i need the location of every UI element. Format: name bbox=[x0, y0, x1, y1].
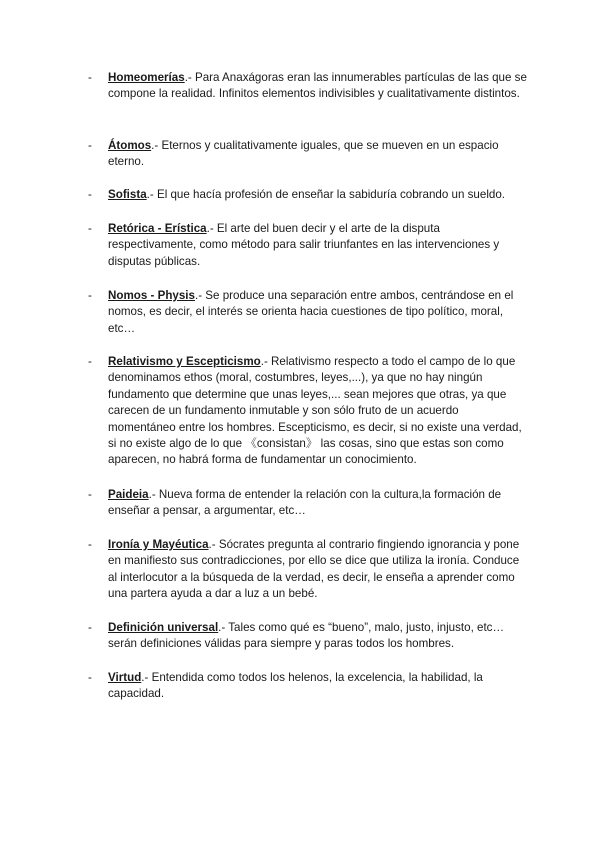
term: Definición universal bbox=[108, 621, 219, 634]
bullet-dash: - bbox=[88, 289, 92, 302]
bullet-dash: - bbox=[88, 188, 92, 201]
bullet-dash: - bbox=[88, 222, 92, 235]
term: Retórica - Erística bbox=[108, 222, 207, 235]
bullet-dash: - bbox=[88, 621, 92, 634]
entry-body bbox=[108, 221, 528, 270]
bullet-dash: - bbox=[88, 139, 92, 152]
term: Relativismo y Escepticismo bbox=[108, 355, 261, 368]
definition: .- Para Anaxágoras eran las innumerables partículas de las que se compone la realidad. Infinitos elementos indivisibles y cualitativamente distintos. bbox=[108, 71, 527, 101]
entry-body bbox=[108, 70, 528, 103]
bullet-dash: - bbox=[88, 671, 92, 684]
term: Homeomerías bbox=[108, 71, 185, 84]
bullet-dash: - bbox=[88, 355, 92, 368]
entry-body bbox=[108, 620, 528, 653]
entry-body bbox=[108, 487, 528, 520]
term: Paideia bbox=[108, 488, 149, 501]
definition: .- Nueva forma de entender la relación con la cultura,la formación de enseñar a pensar, a argumentar, etc… bbox=[108, 488, 502, 518]
term: Virtud bbox=[108, 671, 142, 684]
definition: .- El arte del buen decir y el arte de la disputa respectivamente, como método para salir triunfantes en las intervenciones y disputas públicas. bbox=[108, 222, 500, 268]
entry-body bbox=[108, 187, 528, 203]
bullet-dash: - bbox=[88, 488, 92, 501]
entry-body bbox=[108, 670, 528, 703]
bullet-dash: - bbox=[88, 71, 92, 84]
term: Átomos bbox=[108, 139, 152, 152]
term: Sofista bbox=[108, 188, 147, 201]
definition: .- Relativismo respecto a todo el campo de lo que denominamos ethos (moral, costumbres, leyes,...), ya que no hay ningún fundamento que determine que unas leyes,... sean mejores que otras, ya que carecen de un fundamento inmutable y son sólo fruto de un acuerdo momentáneo entre los hombres. Escepticismo, es decir, si no existe una verdad, si no existe algo de lo que 《consistan》 las cosas, sino que estas son como aparecen, no habrá forma de fundamentar un conocimiento. bbox=[108, 355, 522, 467]
entry-body bbox=[108, 537, 528, 603]
term: Ironía y Mayéutica bbox=[108, 538, 209, 551]
definition: .- Eternos y cualitativamente iguales, que se mueven en un espacio eterno. bbox=[108, 139, 499, 169]
definition: .- Se produce una separación entre ambos, centrándose en el nomos, es decir, el interés se orienta hacia cuestiones de tipo político, moral, etc… bbox=[108, 289, 514, 335]
definition: .- El que hacía profesión de enseñar la sabiduría cobrando un sueldo. bbox=[146, 188, 506, 201]
definition: .- Entendida como todos los helenos, la excelencia, la habilidad, la capacidad. bbox=[108, 671, 483, 701]
entry-body bbox=[108, 354, 528, 469]
bullet-dash: - bbox=[88, 538, 92, 551]
entry-body bbox=[108, 288, 528, 337]
definition: .- Tales como qué es “bueno”, malo, justo, injusto, etc… serán definiciones válidas para siempre y paras todos los hombres. bbox=[108, 621, 505, 651]
entry-body bbox=[108, 138, 528, 171]
term: Nomos - Physis bbox=[108, 289, 195, 302]
definition: .- Sócrates pregunta al contrario fingiendo ignorancia y pone en manifiesto sus contradicciones, por ello se dice que utiliza la ironía. Conduce al interlocutor a la búsqueda de la verdad, es decir, le enseña a aprender como una partera ayuda a dar a luz a un bebé. bbox=[108, 538, 520, 601]
